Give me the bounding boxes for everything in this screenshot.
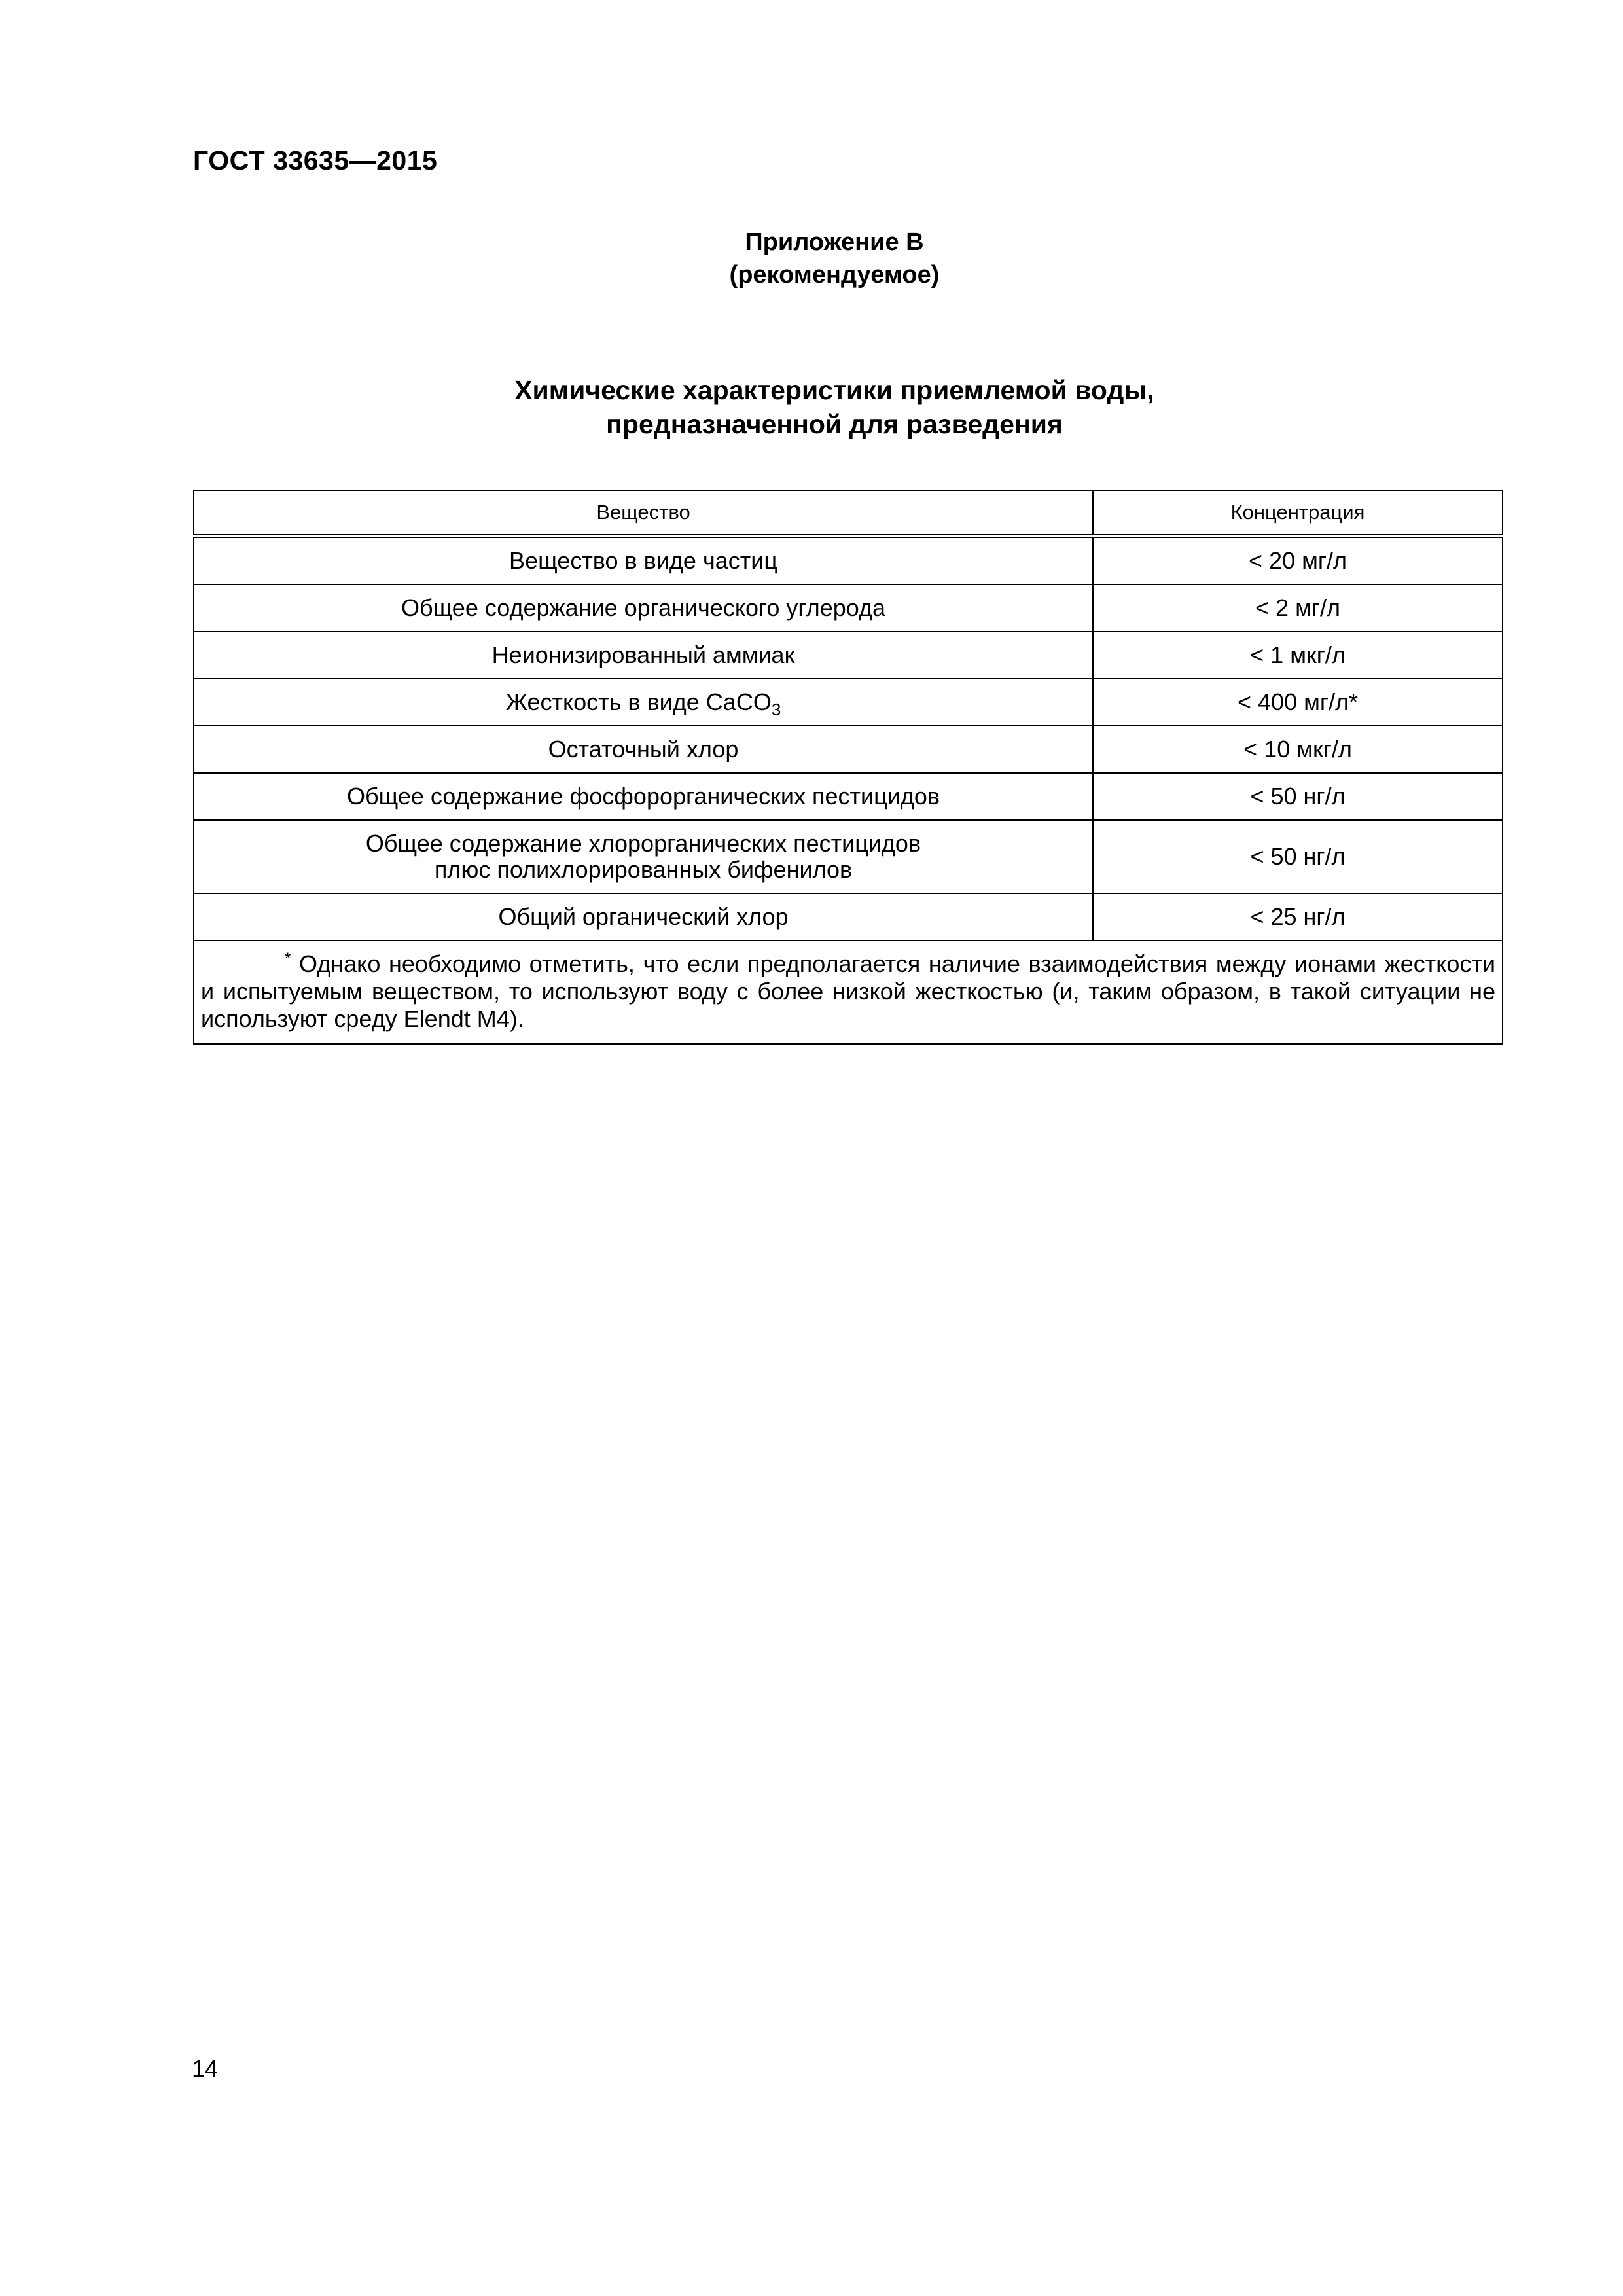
- cell-substance-line-1: Общее содержание хлорорганических пестицидов: [365, 830, 921, 857]
- header-concentration: Концентрация: [1093, 490, 1503, 536]
- cell-substance: Общее содержание фосфорорганических пестицидов: [194, 773, 1093, 820]
- page-number: 14: [192, 2055, 219, 2082]
- cell-substance: Общий органический хлор: [194, 893, 1093, 941]
- document-title: [0, 373, 1623, 441]
- subscript: 3: [771, 700, 781, 720]
- cell-concentration: < 1 мкг/л: [1093, 632, 1503, 679]
- table-row: [194, 893, 1503, 941]
- document-code: ГОСТ 33635—2015: [193, 145, 438, 175]
- table-row: [194, 679, 1503, 726]
- cell-substance: [194, 679, 1093, 726]
- title-line-2: предназначенной для разведения: [606, 409, 1063, 439]
- cell-substance-line-2: плюс полихлорированных бифенилов: [434, 856, 853, 883]
- cell-concentration: < 50 нг/л: [1093, 820, 1503, 893]
- cell-substance: Общее содержание органического углерода: [194, 584, 1093, 632]
- appendix-status: (рекомендуемое): [729, 261, 940, 289]
- cell-concentration: < 2 мг/л: [1093, 584, 1503, 632]
- table-footnote-row: [194, 941, 1503, 1044]
- cell-concentration: < 25 нг/л: [1093, 893, 1503, 941]
- table-row: [194, 536, 1503, 584]
- table-footnote: [194, 941, 1503, 1044]
- cell-substance: Неионизированный аммиак: [194, 632, 1093, 679]
- cell-substance: Остаточный хлор: [194, 726, 1093, 773]
- cell-substance: Вещество в виде частиц: [194, 536, 1093, 584]
- cell-concentration: < 20 мг/л: [1093, 536, 1503, 584]
- cell-concentration: < 400 мг/л*: [1093, 679, 1503, 726]
- cell-substance-text: Жесткость в виде CaCO: [505, 689, 772, 715]
- appendix-label: Приложение В: [745, 228, 924, 256]
- table-row: [194, 632, 1503, 679]
- cell-concentration: < 10 мкг/л: [1093, 726, 1503, 773]
- footnote-marker: *: [285, 950, 291, 967]
- cell-substance: [194, 820, 1093, 893]
- table-row: [194, 726, 1503, 773]
- table-header-row: [194, 490, 1503, 536]
- cell-concentration: < 50 нг/л: [1093, 773, 1503, 820]
- footnote-text: Однако необходимо отметить, что если предполагается наличие взаимодействия между ионами жесткости и испытуемым веществом, то используют воду с более низкой жесткостью (и, таким образом, в такой ситуации не используют среду Elendt M4).: [201, 950, 1495, 1032]
- water-characteristics-table: [193, 490, 1503, 1045]
- title-line-1: Химические характеристики приемлемой воды,: [514, 375, 1154, 405]
- header-substance: Вещество: [194, 490, 1093, 536]
- appendix-heading: [0, 226, 1623, 291]
- table-row: [194, 584, 1503, 632]
- table-row: [194, 773, 1503, 820]
- table-row: [194, 820, 1503, 893]
